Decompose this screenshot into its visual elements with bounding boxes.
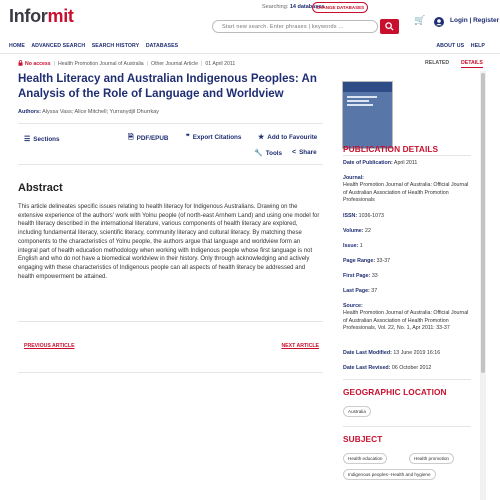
article-date: 01 April 2011 — [205, 61, 236, 67]
issue-row: Issue: 1 — [343, 243, 363, 249]
tools-button[interactable] — [254, 149, 282, 157]
add-favourite-button[interactable] — [258, 133, 317, 141]
logo-accent-text: mit — [47, 6, 74, 26]
last-page-row: Last Page: 37 — [343, 288, 378, 294]
nav-home[interactable]: HOME — [9, 43, 25, 49]
export-label: Export Citations — [192, 133, 242, 141]
search-button[interactable] — [380, 19, 399, 34]
informit-logo[interactable] — [9, 6, 74, 27]
source-row: Source: Health Promotion Journal of Australia: Official Journal of Australian Association of Health Promotion Professionals, Vol. 22, No. 1, Apr 2011: 33-37 — [343, 303, 469, 332]
user-icon[interactable] — [434, 14, 444, 32]
article-type: Other Journal Article — [151, 61, 199, 67]
tab-details[interactable]: DETAILS — [461, 60, 483, 66]
subject-tag-health-promotion[interactable]: Health promotion — [409, 453, 454, 464]
abstract-text: This article delineates specific issues relating to health literacy for Indigenous Australians. Drawing on the extensive experience of the authors' work with Yolnu people (of north-east Arnhem Land) and using one model for health literacy described in the international literature, various components of health literacy are explored, including fundamental literacy, scientific literacy, community literacy and cultural literacy. By matching these components to the characteristics of Yolnu people, the authors argue that language and worldview form an integral part of health education methodology when working with Indigenous people whose first language is not English and who do not have a biomedical worldview in their history. Only through acknowledging and actively engaging with these characteristics of Indigenous people can all aspects of health literacy be addressed and health empowerment be attained. — [18, 204, 320, 280]
previous-article-link[interactable]: PREVIOUS ARTICLE — [24, 343, 75, 349]
sections-button[interactable] — [24, 135, 60, 143]
pdf-label: PDF/EPUB — [136, 135, 169, 142]
journal-row: Journal: Health Promotion Journal of Australia: Official Journal of Australian Association of Health Promotion Professionals — [343, 175, 469, 204]
nav-about-us[interactable]: ABOUT US — [436, 43, 465, 49]
article-pager — [18, 321, 323, 373]
issn-row: ISSN: 1036-1073 — [343, 213, 384, 219]
cart-icon[interactable]: 🛒 — [414, 15, 426, 25]
sidebar-tabs — [337, 58, 487, 70]
abstract-heading: Abstract — [18, 182, 63, 194]
tab-related[interactable]: RELATED — [425, 60, 450, 66]
authors-label: Authors: — [18, 109, 41, 115]
authors-list[interactable]: Alyssa Vass; Alice Mitchell; Yurranydjil Dhurrkay — [42, 109, 160, 115]
login-register-link[interactable]: Login | Register — [450, 17, 500, 24]
logo-main-text: Infor — [9, 6, 48, 26]
page-range-row: Page Range: 33-37 — [343, 258, 391, 264]
last-revised-row: Date Last Revised: 06 October 2012 — [343, 365, 432, 371]
subject-heading: SUBJECT — [343, 434, 383, 444]
details-sidebar — [337, 71, 477, 500]
list-icon: ☰ — [24, 136, 31, 143]
favourite-label: Add to Favourite — [267, 133, 318, 141]
access-status: No access — [25, 61, 51, 67]
journal-link[interactable]: Health Promotion Journal of Australia — [58, 61, 144, 67]
lock-icon — [18, 60, 23, 66]
article-title: Health Literacy and Australian Indigenous Peoples: An Analysis of the Role of Language and Worldview — [18, 73, 317, 100]
scrollbar-thumb[interactable] — [481, 73, 485, 373]
next-article-link[interactable]: NEXT ARTICLE — [281, 343, 319, 349]
journal-name[interactable]: Health Promotion Journal of Australia: Official Journal of Australian Association of Health Promotion Professionals — [343, 182, 469, 204]
share-label: Share — [299, 149, 317, 156]
share-button[interactable] — [292, 149, 317, 156]
nav-help[interactable]: HELP — [470, 43, 485, 49]
export-citations-button[interactable] — [186, 133, 241, 141]
document-icon: 🗎 — [128, 134, 134, 141]
searching-prefix: Searching: — [262, 4, 289, 10]
pdf-epub-button[interactable] — [128, 133, 168, 144]
sidebar-scrollbar[interactable] — [480, 71, 486, 500]
geo-tag-australia[interactable]: Australia — [343, 406, 371, 417]
database-count[interactable]: 14 databases — [289, 4, 325, 10]
authors-line — [18, 109, 159, 115]
pub-date-row: Date of Publication: April 2011 — [343, 160, 418, 166]
nav-databases[interactable]: DATABASES — [145, 43, 179, 49]
article-meta: No access | Health Promotion Journal of Australia | Other Journal Article | 01 April 2011 — [18, 60, 235, 67]
subject-tag-indigenous-health[interactable]: Indigenous peoples--Health and hygiene — [343, 469, 436, 480]
publication-details-heading: PUBLICATION DETAILS — [343, 144, 439, 154]
star-icon: ★ — [258, 134, 265, 141]
main-nav — [0, 40, 500, 54]
sections-label: Sections — [33, 135, 60, 143]
first-page-row: First Page: 33 — [343, 273, 378, 279]
article-toolbar — [18, 123, 323, 165]
share-icon: < — [292, 149, 297, 156]
nav-search-history[interactable]: SEARCH HISTORY — [91, 43, 140, 49]
wrench-icon: 🔧 — [254, 150, 263, 157]
nav-advanced-search[interactable]: ADVANCED SEARCH — [31, 43, 86, 49]
search-input[interactable]: Start new search. Enter phrases | keywords ... — [212, 20, 378, 33]
change-databases-button[interactable]: CHANGE DATABASES — [312, 2, 368, 13]
last-modified-row: Date Last Modified: 13 June 2019 16:16 — [343, 350, 441, 356]
nav-left — [9, 43, 183, 49]
tools-label: Tools — [265, 149, 283, 157]
nav-right — [436, 43, 490, 49]
journal-cover-image — [342, 81, 393, 149]
top-header — [0, 0, 500, 40]
subject-tag-health-education[interactable]: Health education — [343, 453, 387, 464]
volume-row: Volume: 22 — [343, 228, 371, 234]
search-icon — [385, 22, 394, 31]
quote-icon: ❞ — [186, 134, 190, 141]
geographic-location-heading: GEOGRAPHIC LOCATION — [343, 387, 447, 397]
